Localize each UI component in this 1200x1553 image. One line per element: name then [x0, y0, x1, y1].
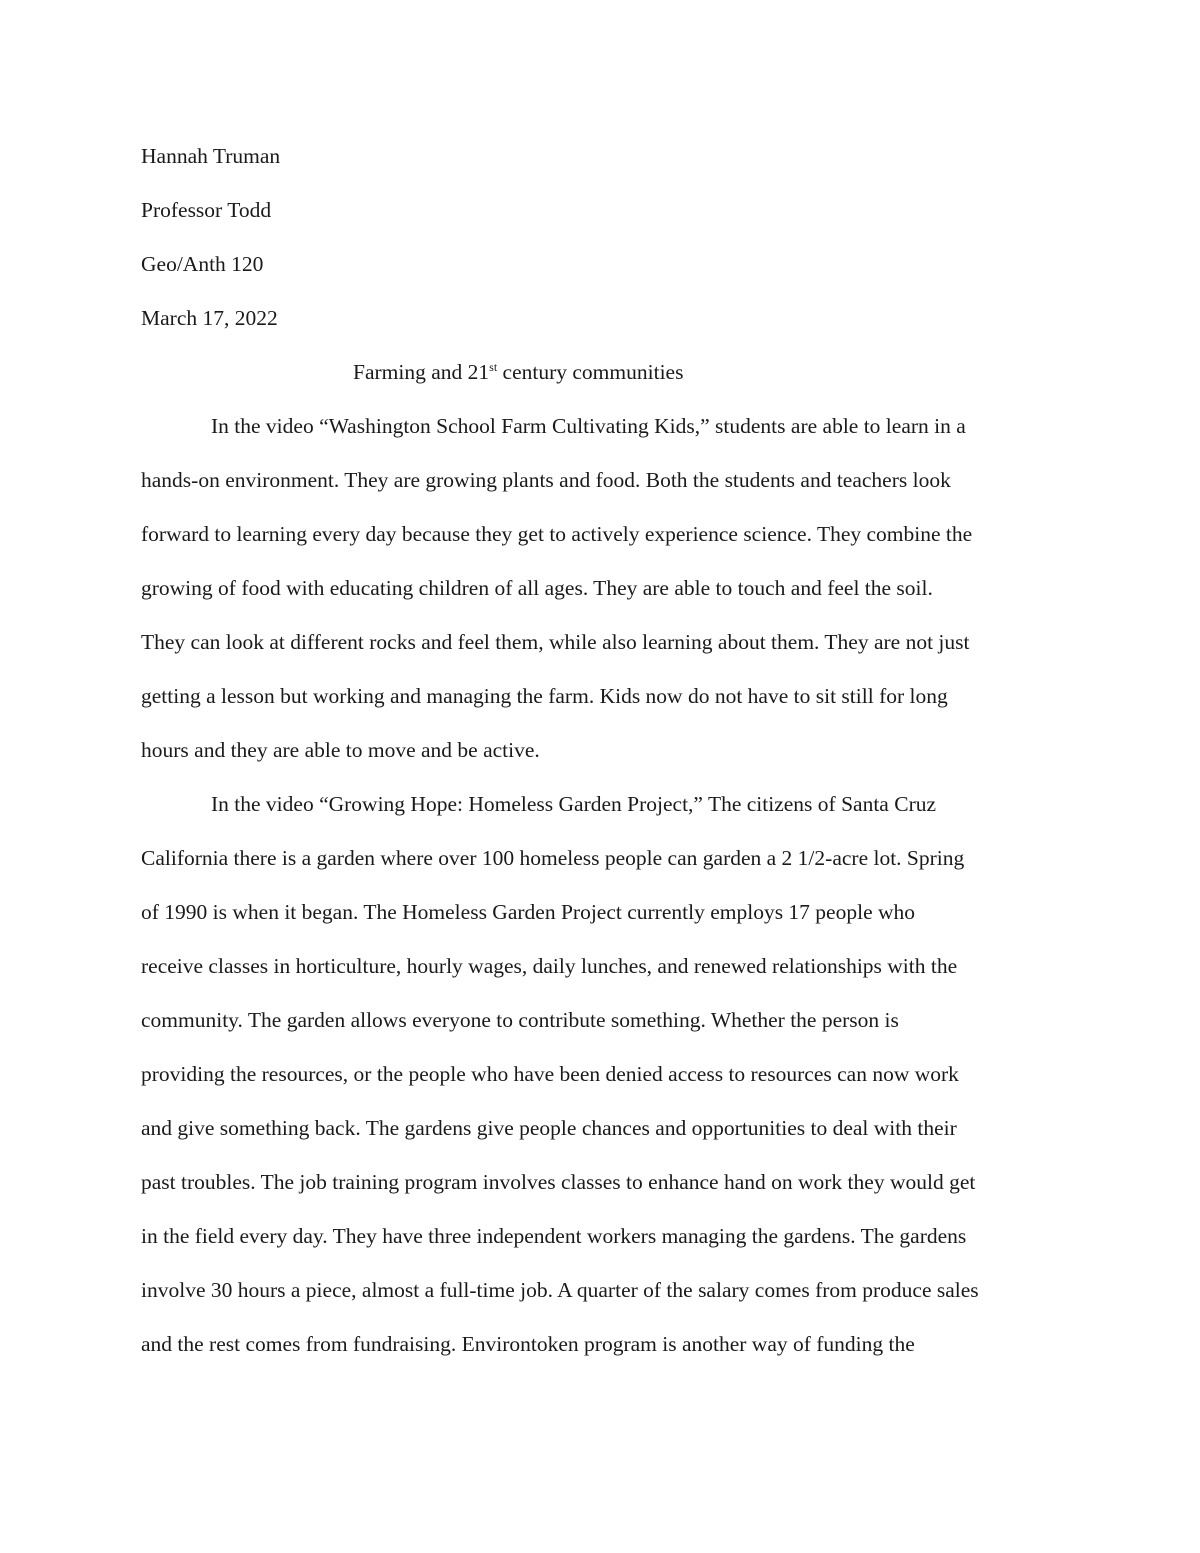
title-text: Farming and 21	[353, 360, 490, 384]
course-name: Geo/Anth 120	[141, 252, 264, 276]
paragraph-line: of 1990 is when it began. The Homeless Garden Project currently employs 17 people who	[141, 900, 916, 924]
paragraph-line: and the rest comes from fundraising. Environtoken program is another way of funding the	[141, 1332, 915, 1356]
paragraph-line: growing of food with educating children of all ages. They are able to touch and feel the soil.	[141, 576, 933, 600]
paragraph-line: past troubles. The job training program involves classes to enhance hand on work they would get	[141, 1170, 976, 1194]
paragraph-line: hours and they are able to move and be active.	[141, 738, 540, 762]
paragraph-line: involve 30 hours a piece, almost a full-time job. A quarter of the salary comes from produce sales	[141, 1278, 979, 1302]
paragraph-line: in the field every day. They have three independent workers managing the gardens. The gardens	[141, 1224, 967, 1248]
title-text-rest: century communities	[497, 360, 684, 384]
paragraph-line: hands-on environment. They are growing plants and food. Both the students and teachers look	[141, 468, 951, 492]
title-superscript: st	[489, 359, 498, 374]
paragraph-line: California there is a garden where over 100 homeless people can garden a 2 1/2-acre lot. Spring	[141, 846, 965, 870]
professor-name: Professor Todd	[141, 198, 272, 222]
paragraph-line: receive classes in horticulture, hourly wages, daily lunches, and renewed relationships with the	[141, 954, 958, 978]
paragraph-line: community. The garden allows everyone to contribute something. Whether the person is	[141, 1008, 899, 1032]
paragraph-line: and give something back. The gardens give people chances and opportunities to deal with their	[141, 1116, 957, 1140]
paragraph-line: In the video “Growing Hope: Homeless Garden Project,” The citizens of Santa Cruz	[211, 792, 937, 816]
paragraph-line: getting a lesson but working and managing the farm. Kids now do not have to sit still for long	[141, 684, 948, 708]
essay-date: March 17, 2022	[141, 306, 278, 330]
paragraph-line: providing the resources, or the people who have been denied access to resources can now work	[141, 1062, 959, 1086]
paragraph-line: In the video “Washington School Farm Cultivating Kids,” students are able to learn in a	[211, 414, 966, 438]
student-name: Hannah Truman	[141, 144, 281, 168]
paragraph-line: forward to learning every day because they get to actively experience science. They combine the	[141, 522, 973, 546]
paragraph-line: They can look at different rocks and feel them, while also learning about them. They are not just	[141, 630, 970, 654]
essay-title	[353, 357, 683, 387]
